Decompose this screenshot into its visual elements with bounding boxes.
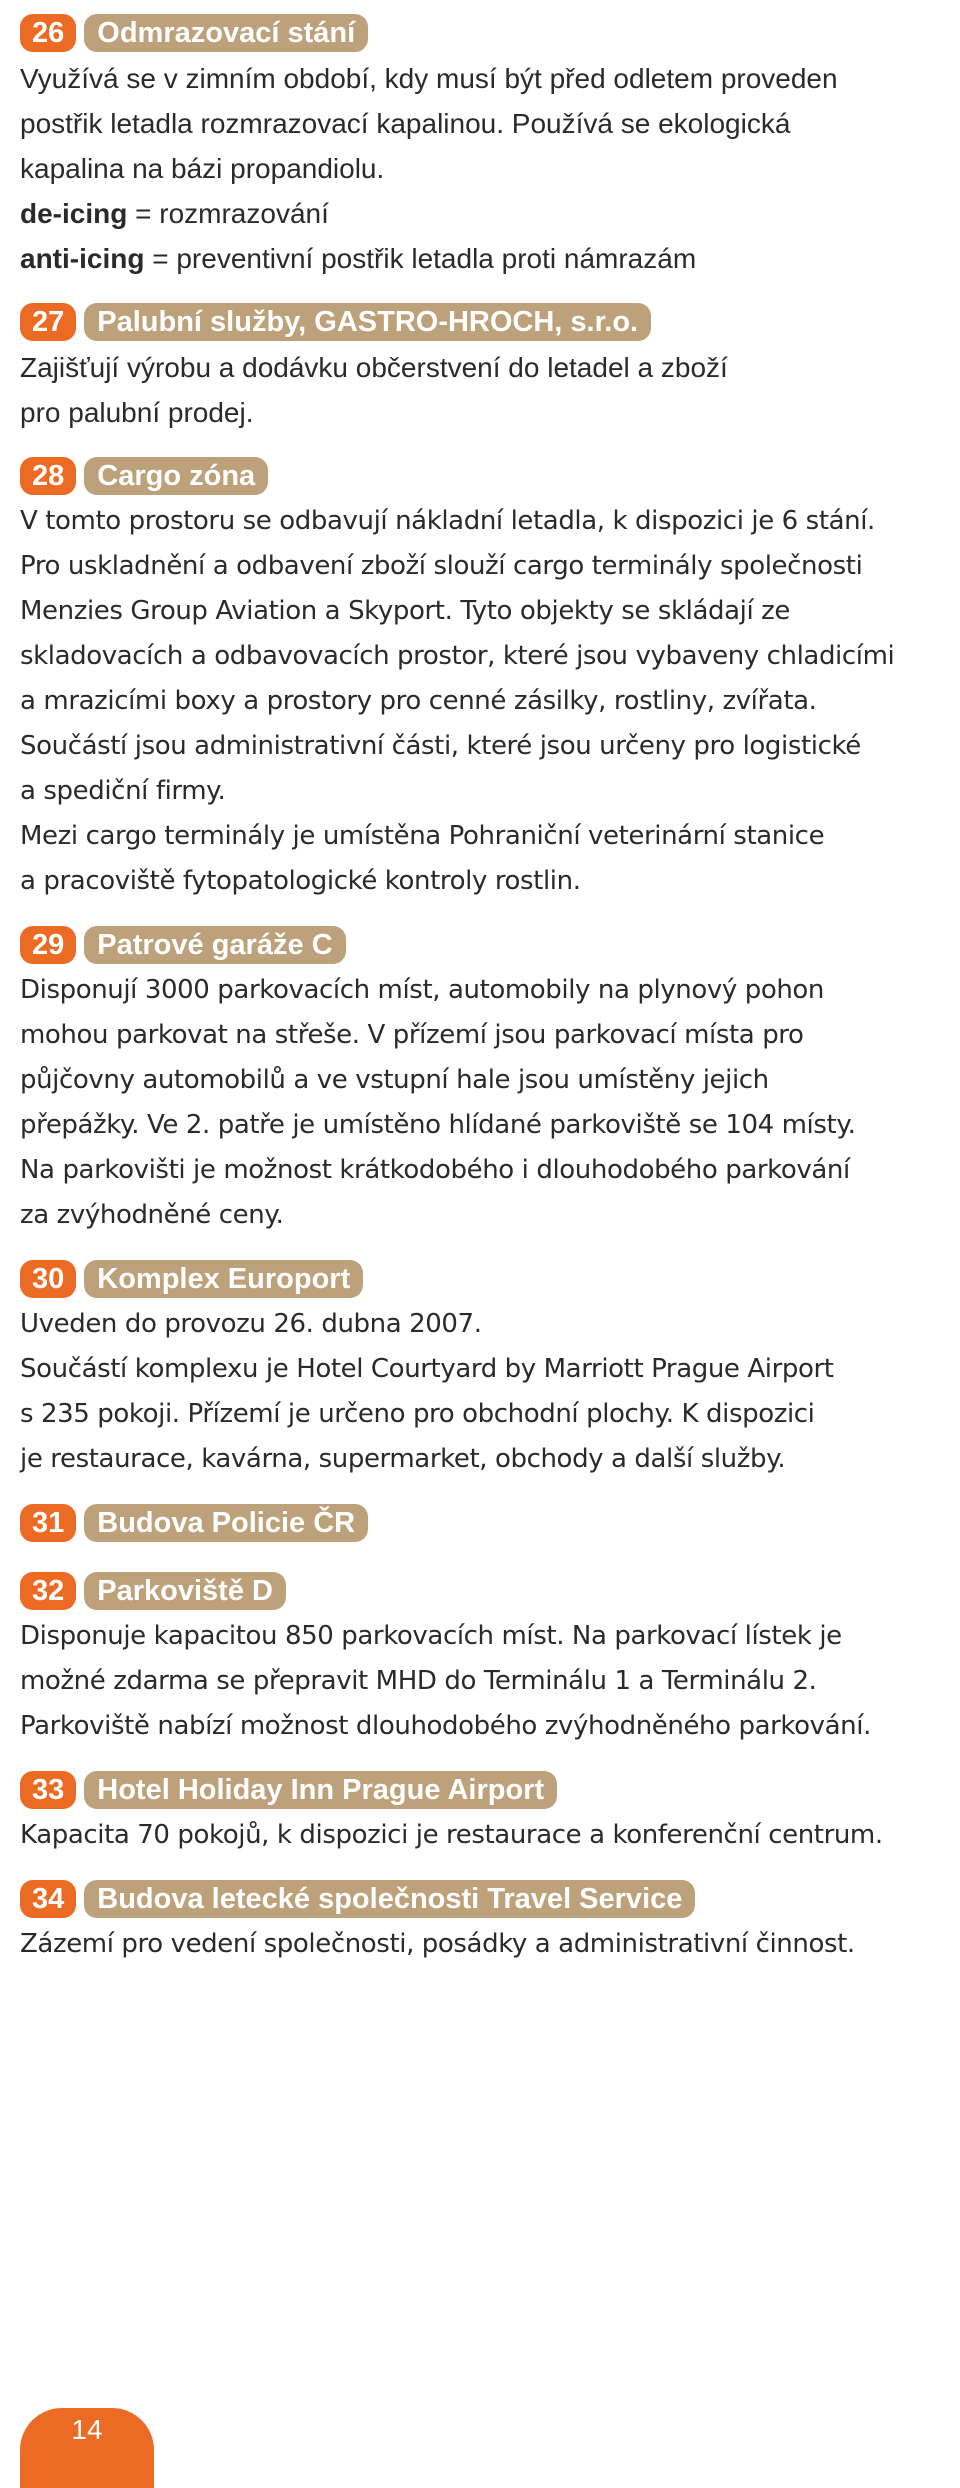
section-32: [20, 1572, 945, 1749]
section-27: [20, 303, 945, 435]
section-heading: [20, 14, 945, 52]
section-number-badge: 32: [20, 1572, 76, 1610]
section-number-badge: 31: [20, 1504, 76, 1542]
section-number-badge: 29: [20, 926, 76, 964]
term-anti-icing: anti-icing: [20, 243, 145, 274]
term-definition: = rozmrazování: [127, 198, 329, 229]
body-line: Pro uskladnění a odbavení zboží slouží cargo terminály společnosti: [20, 551, 863, 581]
page-content: [20, 14, 945, 1967]
body-line: Mezi cargo terminály je umístěna Pohraniční veterinární stanice: [20, 821, 825, 851]
body-line: a pracoviště fytopatologické kontroly rostlin.: [20, 866, 581, 896]
section-title-badge: Palubní služby, GASTRO-HROCH, s.r.o.: [84, 303, 651, 341]
section-title-badge: Parkoviště D: [84, 1572, 286, 1610]
section-heading: [20, 1771, 945, 1809]
body-line: za zvýhodněné ceny.: [20, 1200, 284, 1230]
body-line: Menzies Group Aviation a Skyport. Tyto objekty se skládají ze: [20, 596, 790, 626]
body-line: Uveden do provozu 26. dubna 2007.: [20, 1309, 482, 1339]
section-heading: [20, 1260, 945, 1298]
body-line: kapalina na bázi propandiolu.: [20, 153, 385, 184]
section-number-badge: 30: [20, 1260, 76, 1298]
body-line: V tomto prostoru se odbavují nákladní letadla, k dispozici je 6 stání.: [20, 506, 875, 536]
body-line: Součástí jsou administrativní části, které jsou určeny pro logistické: [20, 731, 861, 761]
body-line: možné zdarma se přepravit MHD do Terminálu 1 a Terminálu 2.: [20, 1666, 817, 1696]
section-heading: [20, 303, 945, 341]
section-heading: [20, 457, 945, 495]
body-line: Zázemí pro vedení společnosti, posádky a administrativní činnost.: [20, 1929, 855, 1959]
section-title-badge: Budova letecké společnosti Travel Service: [84, 1880, 695, 1918]
body-line: Na parkovišti je možnost krátkodobého i dlouhodobého parkování: [20, 1155, 850, 1185]
section-number-badge: 34: [20, 1880, 76, 1918]
section-title-badge: Hotel Holiday Inn Prague Airport: [84, 1771, 557, 1809]
section-heading: [20, 1572, 945, 1610]
body-line: postřik letadla rozmrazovací kapalinou. Používá se ekologická: [20, 108, 791, 139]
body-line: skladovacích a odbavovacích prostor, které jsou vybaveny chladicími: [20, 641, 895, 671]
term-de-icing: de-icing: [20, 198, 128, 229]
section-body: [20, 1302, 945, 1482]
body-line: Disponují 3000 parkovacích míst, automobily na plynový pohon: [20, 975, 825, 1005]
section-31: [20, 1504, 945, 1542]
body-line: pro palubní prodej.: [20, 397, 254, 428]
body-line: a spediční firmy.: [20, 776, 226, 806]
section-body: [20, 1614, 945, 1749]
body-line: Disponuje kapacitou 850 parkovacích míst. Na parkovací lístek je: [20, 1621, 842, 1651]
section-number-badge: 28: [20, 457, 76, 495]
page-number: 14: [71, 2414, 103, 2445]
body-line: přepážky. Ve 2. patře je umístěno hlídané parkoviště se 104 místy.: [20, 1110, 856, 1140]
body-line: Využívá se v zimním období, kdy musí být před odletem proveden: [20, 63, 838, 94]
section-number-badge: 27: [20, 303, 76, 341]
body-line: Kapacita 70 pokojů, k dispozici je restaurace a konferenční centrum.: [20, 1820, 883, 1850]
section-heading: [20, 1504, 945, 1542]
section-28: [20, 457, 945, 904]
section-title-badge: Patrové garáže C: [84, 926, 345, 964]
section-title-badge: Budova Policie ČR: [84, 1504, 368, 1542]
section-33: [20, 1771, 945, 1858]
body-line: Zajišťují výrobu a dodávku občerstvení do letadel a zboží: [20, 352, 728, 383]
section-heading: [20, 926, 945, 964]
section-title-badge: Komplex Europort: [84, 1260, 363, 1298]
section-title-badge: Cargo zóna: [84, 457, 268, 495]
term-line: [20, 191, 945, 236]
body-line: Součástí komplexu je Hotel Courtyard by Marriott Prague Airport: [20, 1354, 834, 1384]
page-number-tab: [20, 2408, 154, 2488]
section-body: [20, 968, 945, 1238]
term-line: [20, 236, 945, 281]
section-body: [20, 56, 945, 281]
section-heading: [20, 1880, 945, 1918]
section-body: [20, 345, 945, 435]
section-29: [20, 926, 945, 1238]
section-26: [20, 14, 945, 281]
section-body: [20, 499, 945, 904]
body-line: a mrazicími boxy a prostory pro cenné zásilky, rostliny, zvířata.: [20, 686, 817, 716]
section-34: [20, 1880, 945, 1967]
section-title-badge: Odmrazovací stání: [84, 14, 368, 52]
section-number-badge: 26: [20, 14, 76, 52]
term-definition: = preventivní postřik letadla proti námrazám: [144, 243, 697, 274]
body-line: mohou parkovat na střeše. V přízemí jsou parkovací místa pro: [20, 1020, 804, 1050]
body-line: půjčovny automobilů a ve vstupní hale jsou umístěny jejich: [20, 1065, 769, 1095]
body-line: Parkoviště nabízí možnost dlouhodobého zvýhodněného parkování.: [20, 1711, 871, 1741]
section-body: [20, 1922, 945, 1967]
body-line: je restaurace, kavárna, supermarket, obchody a další služby.: [20, 1444, 786, 1474]
section-body: [20, 1813, 945, 1858]
section-30: [20, 1260, 945, 1482]
section-number-badge: 33: [20, 1771, 76, 1809]
body-line: s 235 pokoji. Přízemí je určeno pro obchodní plochy. K dispozici: [20, 1399, 815, 1429]
